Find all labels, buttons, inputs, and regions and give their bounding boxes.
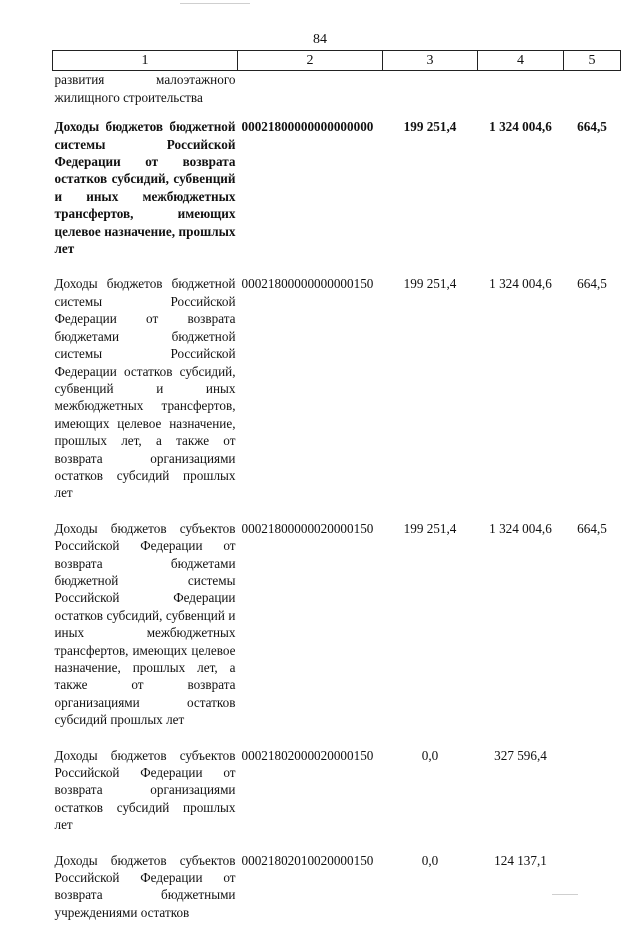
row-code: 00021800000000000150 <box>241 276 374 292</box>
table-header-row <box>53 51 621 71</box>
page-number: 84 <box>313 32 327 47</box>
row-value-4 <box>478 71 564 118</box>
table-row <box>53 520 621 747</box>
row-value-5: 664,5 <box>577 119 607 135</box>
row-value-3 <box>383 71 478 118</box>
row-value-4: 1 324 004,6 <box>489 119 552 135</box>
row-code: 00021802010020000150 <box>241 852 374 868</box>
row-value-3: 0,0 <box>421 852 439 868</box>
row-value-5 <box>564 852 621 939</box>
row-name: развития малоэтажного жилищного строительства <box>54 72 236 105</box>
table-row <box>53 71 621 118</box>
row-value-5: 664,5 <box>577 276 607 292</box>
column-header: 1 <box>53 51 238 71</box>
row-value-4: 124 137,1 <box>494 852 547 868</box>
row-value-3: 199 251,4 <box>403 520 457 536</box>
row-value-4: 1 324 004,6 <box>489 276 552 292</box>
row-code <box>238 71 383 118</box>
row-value-5 <box>564 747 621 852</box>
row-value-5: 664,5 <box>577 520 607 536</box>
row-value-3: 0,0 <box>421 747 439 763</box>
column-header: 3 <box>383 51 478 71</box>
budget-table <box>52 50 621 939</box>
table-row <box>53 118 621 275</box>
table-row <box>53 747 621 852</box>
column-header: 5 <box>564 51 621 71</box>
row-name: Доходы бюджетов бюджетной системы Российской Федерации от возврата бюджетами бюджетной системы Российской Федерации остатков субсидий, субвенций и иных межбюджетных трансфертов, имеющих целевое назначение, прошлых лет, а также от возврата организациями остатков субсидий прошлых лет <box>54 276 236 501</box>
row-code: 00021800000000000000 <box>241 119 374 135</box>
row-name: Доходы бюджетов субъектов Российской Федерации от возврата бюджетами бюджетной системы Российской Федерации остатков субсидий, субвенций и иных межбюджетных трансфертов, имеющих целевое назначение, прошлых лет, а также от возврата организациями остатков субсидий прошлых лет <box>54 520 236 728</box>
row-name: Доходы бюджетов субъектов Российской Федерации от возврата организациями остатков субсидий прошлых лет <box>54 747 236 833</box>
scan-artifact-top <box>180 3 250 4</box>
row-code: 00021802000020000150 <box>241 747 374 763</box>
column-header: 2 <box>238 51 383 71</box>
table-row <box>53 852 621 939</box>
row-value-3: 199 251,4 <box>403 119 457 135</box>
table-row <box>53 275 621 519</box>
column-header: 4 <box>478 51 564 71</box>
row-name: Доходы бюджетов субъектов Российской Федерации от возврата бюджетными учреждениями остатков <box>54 852 236 920</box>
row-name: Доходы бюджетов бюджетной системы Российской Федерации от возврата остатков субсидий, субвенций и иных межбюджетных трансфертов, имеющих целевое назначение, прошлых лет <box>54 119 236 257</box>
row-value-4: 1 324 004,6 <box>489 520 552 536</box>
row-value-5 <box>564 71 621 118</box>
row-value-4: 327 596,4 <box>494 747 547 763</box>
row-value-3: 199 251,4 <box>403 276 457 292</box>
row-code: 00021800000020000150 <box>241 520 374 536</box>
scan-artifact-bottom <box>552 894 578 895</box>
